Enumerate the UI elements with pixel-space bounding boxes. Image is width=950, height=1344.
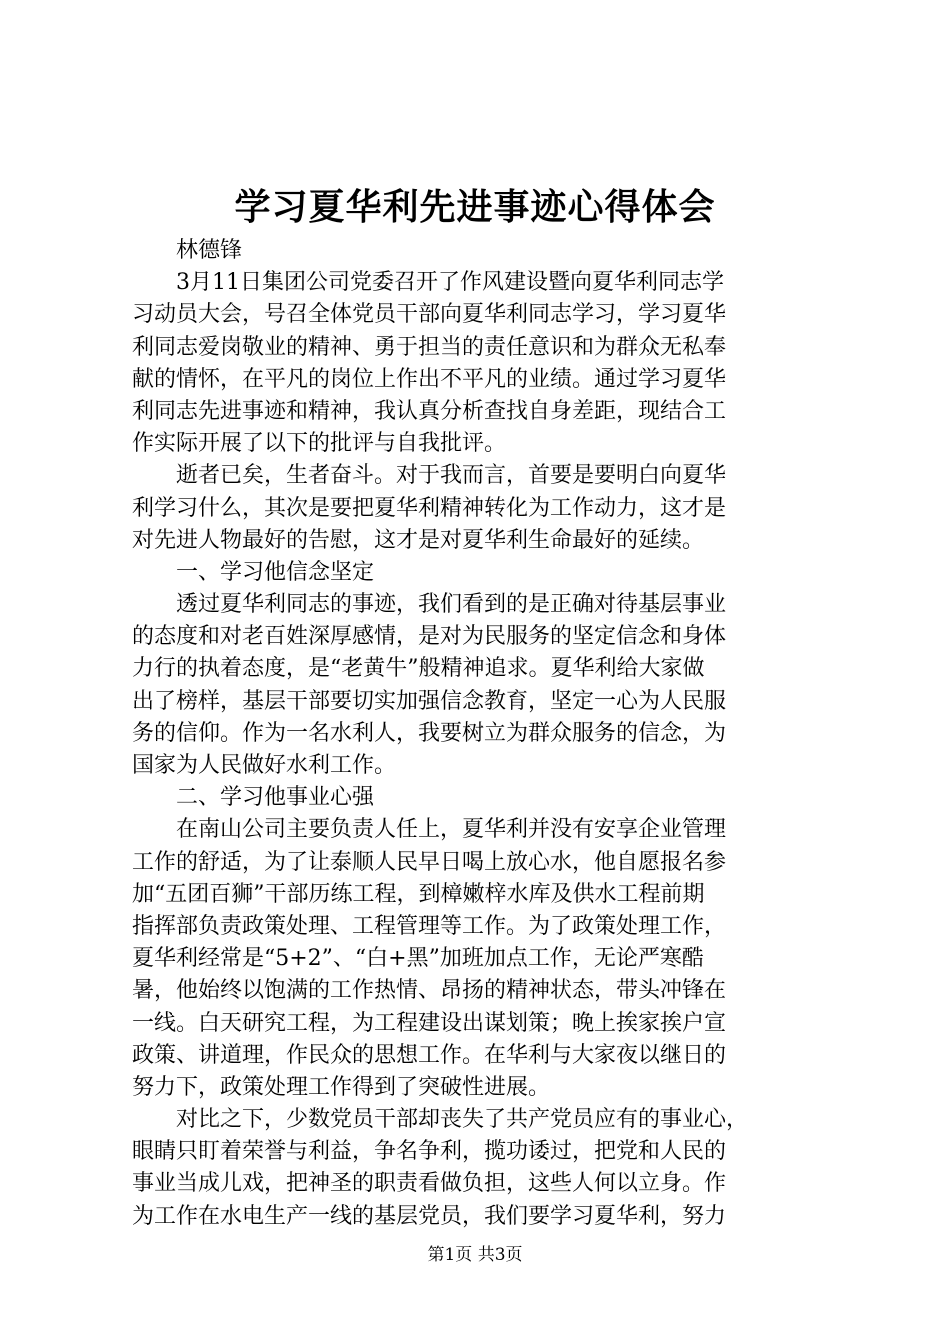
text-line: 眼睛只盯着荣誉与利益，争名争利，揽功诿过，把党和人民的 bbox=[132, 1139, 727, 1165]
text-line: 一线。白天研究工程，为工程建设出谋划策；晚上挨家挨户宣 bbox=[132, 1010, 727, 1036]
author-line: 林德锋 bbox=[176, 238, 243, 263]
text-line: 努力下，政策处理工作得到了突破性进展。 bbox=[132, 1074, 551, 1100]
text-line: 作实际开展了以下的批评与自我批评。 bbox=[132, 431, 507, 457]
document-title: 学习夏华利先进事迹心得体会 bbox=[234, 187, 716, 228]
text-line: 暑，他始终以饱满的工作热情、昂扬的精神状态，带头冲锋在 bbox=[132, 978, 727, 1004]
text-line: 的态度和对老百姓深厚感情，是对为民服务的坚定信念和身体 bbox=[132, 624, 727, 650]
text-line: 逝者已矣，生者奋斗。对于我而言，首要是要明白向夏华 bbox=[176, 463, 727, 489]
text-line: 习动员大会，号召全体党员干部向夏华利同志学习，学习夏华 bbox=[132, 302, 727, 328]
text-line: 力行的执着态度，是“老黄牛”般精神追求。夏华利给大家做 bbox=[132, 656, 705, 682]
text-line: 3月11日集团公司党委召开了作风建设暨向夏华利同志学 bbox=[176, 270, 724, 296]
text-line: 出了榜样，基层干部要切实加强信念教育，坚定一心为人民服 bbox=[132, 688, 727, 714]
text-line: 利学习什么，其次是要把夏华利精神转化为工作动力，这才是 bbox=[132, 495, 727, 521]
text-line: 务的信仰。作为一名水利人，我要树立为群众服务的信念，为 bbox=[132, 720, 727, 746]
document-body bbox=[132, 235, 832, 1233]
page-footer: 第1页 共3页 bbox=[427, 1245, 523, 1265]
text-line: 国家为人民做好水利工作。 bbox=[132, 753, 397, 778]
text-line: 利同志先进事迹和精神，我认真分析查找自身差距，现结合工 bbox=[132, 398, 727, 424]
text-line: 事业当成儿戏，把神圣的职责看做负担，这些人何以立身。作 bbox=[132, 1171, 727, 1197]
text-line: 为工作在水电生产一线的基层党员，我们要学习夏华利，努力 bbox=[132, 1203, 727, 1229]
text-line: 政策、讲道理，作民众的思想工作。在华利与大家夜以继日的 bbox=[132, 1042, 727, 1068]
text-line: 利同志爱岗敬业的精神、勇于担当的责任意识和为群众无私奉 bbox=[132, 334, 727, 360]
text-line: 献的情怀，在平凡的岗位上作出不平凡的业绩。通过学习夏华 bbox=[132, 366, 727, 392]
text-line: 加“五团百狮”干部历练工程，到樟嫩梓水库及供水工程前期 bbox=[132, 881, 705, 907]
text-line: 夏华利经常是“5+2”、“白+黑”加班加点工作，无论严寒酷 bbox=[132, 946, 704, 972]
text-line: 在南山公司主要负责人任上，夏华利并没有安享企业管理 bbox=[176, 817, 727, 843]
paragraph-lines bbox=[132, 267, 832, 1233]
text-line: 对先进人物最好的告慰，这才是对夏华利生命最好的延续。 bbox=[132, 527, 705, 553]
text-line: 透过夏华利同志的事迹，我们看到的是正确对待基层事业 bbox=[176, 592, 727, 618]
text-line: 对比之下，少数党员干部却丧失了共产党员应有的事业心， bbox=[176, 1107, 749, 1133]
text-line: 一、学习他信念坚定 bbox=[176, 559, 375, 585]
text-line: 二、学习他事业心强 bbox=[176, 785, 375, 811]
text-line: 指挥部负责政策处理、工程管理等工作。为了政策处理工作， bbox=[132, 913, 727, 939]
text-line: 工作的舒适，为了让泰顺人民早日喝上放心水，他自愿报名参 bbox=[132, 849, 727, 875]
